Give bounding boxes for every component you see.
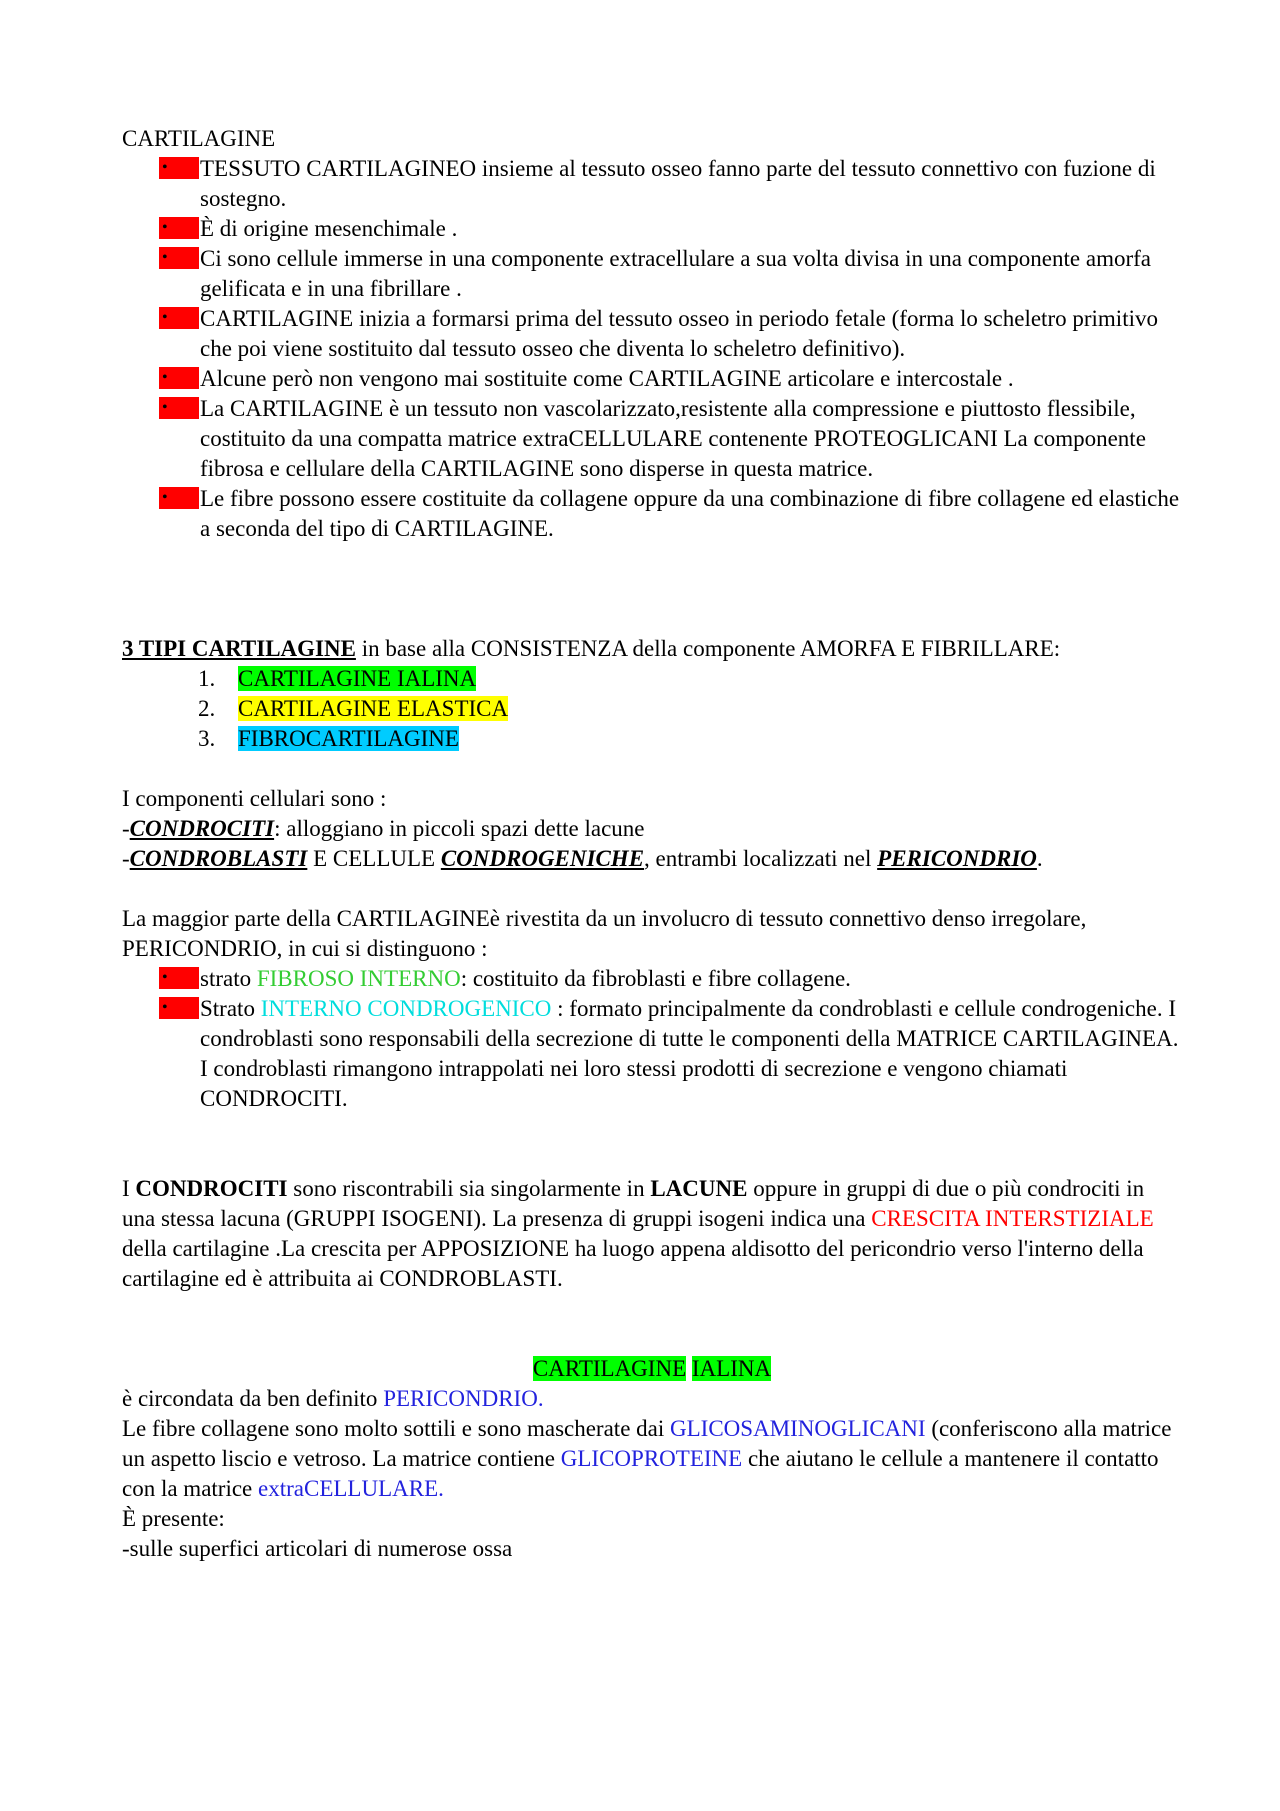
spacer [122,754,1182,784]
list-item: 1. CARTILAGINE IALINA [198,666,477,691]
list-item: 3. FIBROCARTILAGINE [198,726,459,751]
pericondrio-bullet-list [122,964,1182,1114]
type-label: CARTILAGINE ELASTICA [238,696,509,721]
type-label: FIBROCARTILAGINE [238,726,459,751]
list-item: • Le fibre possono essere costituite da collagene oppure da una combinazione di fibre collagene ed elastiche a seconda del tipo di CARTILAGINE. [122,484,1182,544]
pericondrio-intro: La maggior parte della CARTILAGINEè rivestita da un involucro di tessuto connettivo denso irregolare, PERICONDRIO, in cui si distinguono : [122,906,1087,961]
list-item: • strato FIBROSO INTERNO: costituito da fibroblasti e fibre collagene. [122,964,1182,994]
bullet-icon: • [159,247,199,269]
types-heading: 3 TIPI CARTILAGINE [122,636,356,661]
ialina-line: È presente: [122,1506,225,1531]
list-item: • Ci sono cellule immerse in una componente extracellulare a sua volta divisa in una componente amorfa gelificata e in una fibrillare . [122,244,1182,304]
bullet-icon: • [159,487,199,509]
ialina-paragraph: Le fibre collagene sono molto sottili e sono mascherate dai GLICOSAMINOGLICANI (conferiscono alla matrice un aspetto liscio e vetroso. La matrice contiene GLICOPROTEINE che aiutano le cellule a mantenere il contatto con la matrice extraCELLULARE. [122,1416,1172,1501]
list-item: • CARTILAGINE inizia a formarsi prima del tessuto osseo in periodo fetale (forma lo scheletro primitivo che poi viene sostituito dal tessuto osseo che diventa lo scheletro definitivo). [122,304,1182,364]
types-list [122,664,1182,754]
intro-bullet-list [122,154,1182,544]
list-item: • TESSUTO CARTILAGINEO insieme al tessuto osseo fanno parte del tessuto connettivo con fuzione di sostegno. [122,154,1182,214]
bullet-icon: • [159,397,199,419]
bullet-icon: • [159,367,199,389]
spacer [122,1114,1182,1174]
ialina-line: -sulle superfici articolari di numerose ossa [122,1536,513,1561]
bullet-icon: • [159,967,199,989]
type-label: CARTILAGINE IALINA [238,666,477,691]
bullet-icon: • [159,307,199,329]
cells-line-condrociti: -CONDROCITI: alloggiano in piccoli spazi dette lacune [122,816,645,841]
types-paragraph: 3 TIPI CARTILAGINE in base alla CONSISTENZA della componente AMORFA E FIBRILLARE: [122,636,1061,661]
list-item: 2. CARTILAGINE ELASTICA [198,696,509,721]
ialina-line: è circondata da ben definito PERICONDRIO. [122,1386,544,1411]
spacer [122,544,1182,634]
section-heading-ialina: CARTILAGINE IALINA [532,1356,772,1381]
bullet-icon: • [159,157,199,179]
condrociti-paragraph: I CONDROCITI sono riscontrabili sia singolarmente in LACUNE oppure in gruppi di due o più condrociti in una stessa lacuna (GRUPPI ISOGENI). La presenza di gruppi isogeni indica una CRESCITA INTERSTIZIALE della cartilagine .La crescita per APPOSIZIONE ha luogo appena aldisotto del pericondrio verso l'interno della cartilagine ed è attribuita ai CONDROBLASTI. [122,1176,1154,1291]
list-item: • Strato INTERNO CONDROGENICO : formato principalmente da condroblasti e cellule condrogeniche. I condroblasti sono responsabili della secrezione di tutte le componenti della MATRICE CARTILAGINEA. I condroblasti rimangono intrappolati nei loro stessi prodotti di secrezione e vengono chiamati CONDROCITI. [122,994,1182,1114]
cells-intro: I componenti cellulari sono : [122,786,387,811]
bullet-icon: • [159,997,199,1019]
spacer [122,874,1182,904]
cells-line-condroblasti: -CONDROBLASTI E CELLULE CONDROGENICHE, entrambi localizzati nel PERICONDRIO. [122,846,1043,871]
spacer [122,1294,1182,1354]
document-content [122,124,1182,1564]
document-title: CARTILAGINE [122,126,276,151]
list-item: • La CARTILAGINE è un tessuto non vascolarizzato,resistente alla compressione e piuttosto flessibile, costituito da una compatta matrice extraCELLULARE contenente PROTEOGLICANI La componente fibrosa e cellulare della CARTILAGINE sono disperse in questa matrice. [122,394,1182,484]
list-item: • Alcune però non vengono mai sostituite come CARTILAGINE articolare e intercostale . [122,364,1182,394]
bullet-icon: • [159,217,199,239]
list-item: • È di origine mesenchimale . [122,214,1182,244]
